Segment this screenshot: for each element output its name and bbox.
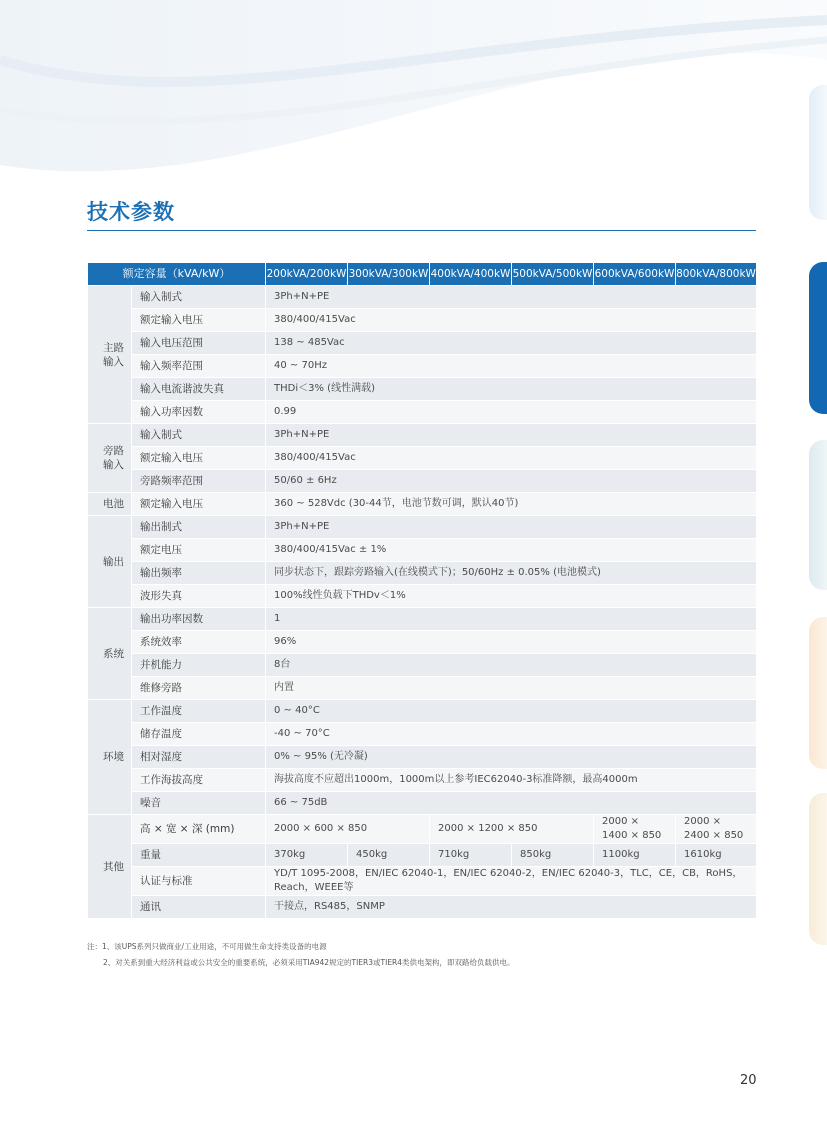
header-column: 500kVA/500kW [512,263,594,286]
param-value: YD/T 1095-2008，EN/IEC 62040-1，EN/IEC 62040-2，EN/IEC 62040-3，TLC，CE，CB，RoHS， Reach，WEEE等 [266,867,757,896]
param-value: 100%线性负载下THDv＜1% [266,585,757,608]
param-value: 3Ph+N+PE [266,516,757,539]
param-value: 3Ph+N+PE [266,424,757,447]
group-main-input: 主路 输入 [88,286,132,424]
group-other: 其他 [88,815,132,919]
group-system: 系统 [88,608,132,700]
param-label: 储存温度 [132,723,266,746]
param-value: 138 ~ 485Vac [266,332,757,355]
param-label: 维修旁路 [132,677,266,700]
param-value: 8台 [266,654,757,677]
header-column: 800kVA/800kW [676,263,757,286]
side-tab-active[interactable] [809,262,827,414]
group-output: 输出 [88,516,132,608]
param-value: 40 ~ 70Hz [266,355,757,378]
param-value: 380/400/415Vac ± 1% [266,539,757,562]
param-value: 96% [266,631,757,654]
param-label: 输出频率 [132,562,266,585]
header-column: 200kVA/200kW [266,263,348,286]
param-value: 0% ~ 95% (无冷凝) [266,746,757,769]
spec-table [87,262,757,919]
page-title: 技术参数 [87,200,175,224]
param-value: 50/60 ± 6Hz [266,470,757,493]
page-number: 20 [740,1073,757,1088]
param-value: 1100kg [594,844,676,867]
param-label: 输入电流谐波失真 [132,378,266,401]
param-value: 850kg [512,844,594,867]
header-column: 300kVA/300kW [348,263,430,286]
param-value: 2000 × 2400 × 850 [676,815,757,844]
param-label: 旁路频率范围 [132,470,266,493]
param-label: 相对湿度 [132,746,266,769]
title-divider [87,230,756,231]
group-bypass-input: 旁路 输入 [88,424,132,493]
param-label: 工作海拔高度 [132,769,266,792]
param-label: 工作温度 [132,700,266,723]
footnote-2: 2、对关系到重大经济利益或公共安全的重要系统，必须采用TIA942规定的TIER3或TIER4类供电架构，即双路给负载供电。 [103,958,515,967]
footnotes [87,939,515,971]
param-value: 干接点，RS485，SNMP [266,896,757,919]
param-value: 1610kg [676,844,757,867]
param-label: 输入频率范围 [132,355,266,378]
param-value: -40 ~ 70°C [266,723,757,746]
param-value: 360 ~ 528Vdc (30-44节，电池节数可调，默认40节) [266,493,757,516]
param-label: 重量 [132,844,266,867]
param-label: 高 × 宽 × 深 (mm) [132,815,266,844]
param-label: 系统效率 [132,631,266,654]
group-environment: 环境 [88,700,132,815]
side-tab-decoration [809,440,827,590]
param-value: 66 ~ 75dB [266,792,757,815]
param-label: 认证与标准 [132,867,266,896]
param-label: 额定电压 [132,539,266,562]
param-value: 1 [266,608,757,631]
param-label: 输入制式 [132,286,266,309]
param-label: 并机能力 [132,654,266,677]
param-value: 2000 × 600 × 850 [266,815,430,844]
param-value: 海拔高度不应超出1000m，1000m以上参考IEC62040-3标准降额，最高4000m [266,769,757,792]
param-label: 额定输入电压 [132,309,266,332]
param-value: 同步状态下，跟踪旁路输入(在线模式下)；50/60Hz ± 0.05% (电池模式) [266,562,757,585]
param-value: THDi＜3% (线性满载) [266,378,757,401]
param-label: 波形失真 [132,585,266,608]
param-value: 0.99 [266,401,757,424]
param-label: 输入功率因数 [132,401,266,424]
group-battery: 电池 [88,493,132,516]
param-value: 2000 × 1400 × 850 [594,815,676,844]
param-label: 输入制式 [132,424,266,447]
param-label: 额定输入电压 [132,493,266,516]
param-label: 输入电压范围 [132,332,266,355]
param-label: 噪音 [132,792,266,815]
header-column: 400kVA/400kW [430,263,512,286]
param-value: 710kg [430,844,512,867]
side-tab-decoration [809,85,827,220]
footnote-1: 注：1、该UPS系列只做商业/工业用途，不可用做生命支持类设备的电源 [87,942,327,951]
param-value: 380/400/415Vac [266,309,757,332]
param-value: 0 ~ 40°C [266,700,757,723]
header-column: 600kVA/600kW [594,263,676,286]
side-tab-decoration [809,617,827,769]
param-label: 输出制式 [132,516,266,539]
param-value: 370kg [266,844,348,867]
param-value: 450kg [348,844,430,867]
param-value: 380/400/415Vac [266,447,757,470]
side-tab-decoration [809,793,827,945]
header-capacity: 额定容量（kVA/kW） [88,263,266,286]
param-value: 内置 [266,677,757,700]
param-label: 额定输入电压 [132,447,266,470]
param-value: 2000 × 1200 × 850 [430,815,594,844]
param-label: 通讯 [132,896,266,919]
param-value: 3Ph+N+PE [266,286,757,309]
param-label: 输出功率因数 [132,608,266,631]
